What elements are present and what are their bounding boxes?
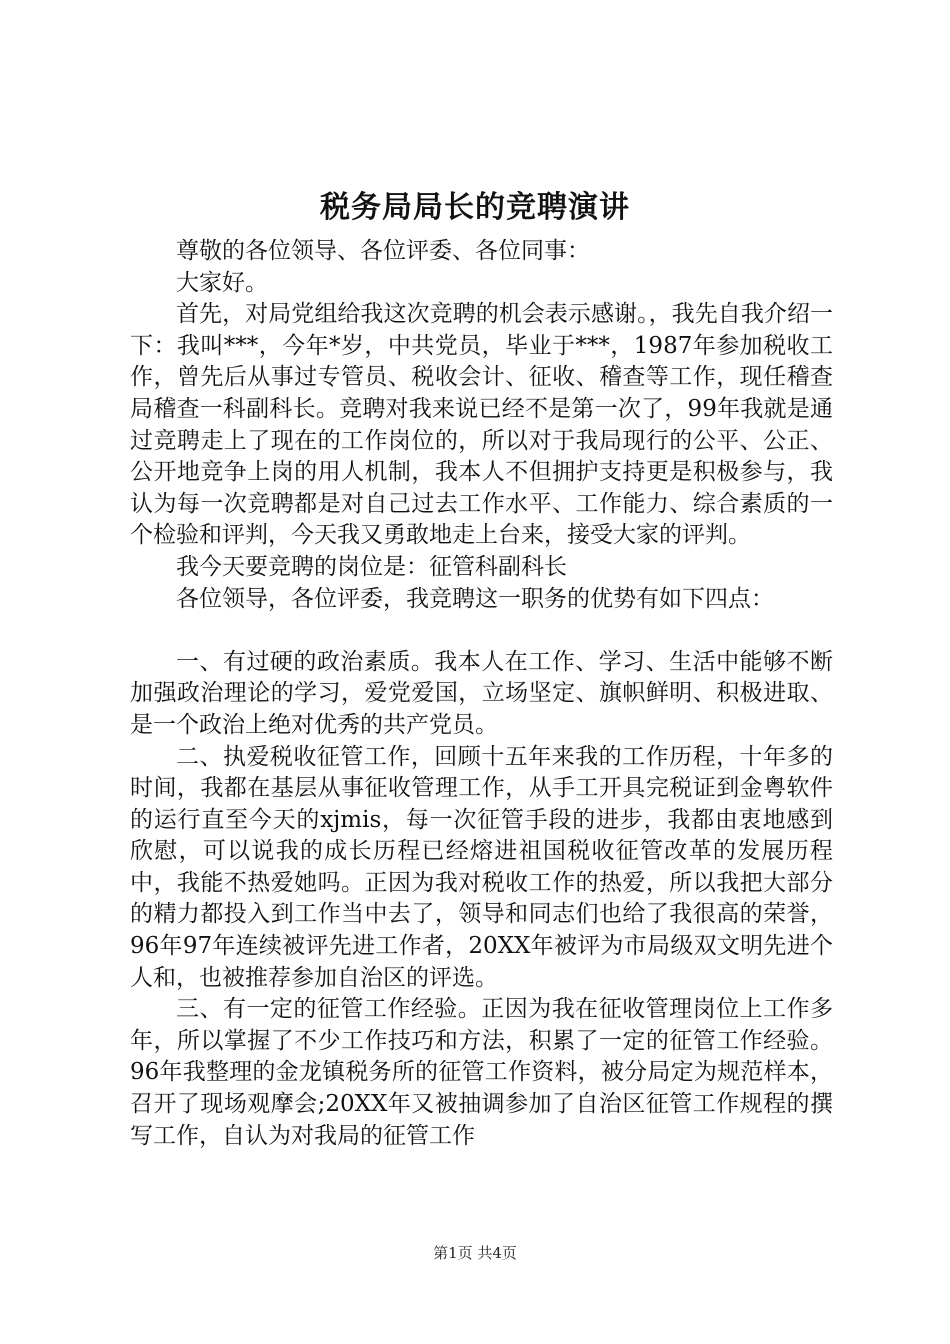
- document-title: 税务局局长的竞聘演讲: [320, 190, 630, 225]
- advantage-three-paragraph: 三、有一定的征管工作经验。正因为我在征收管理岗位上工作多年，所以掌握了不少工作技巧和方法，积累了一定的征管工作经验。96年我整理的金龙镇税务所的征管工作资料，被分局定为规范样本，召开了现场观摩会;20XX年又被抽调参加了自治区征管工作规程的撰写工作，自认为对我局的征管工作: [130, 996, 833, 1149]
- introduction-paragraph: 首先，对局党组给我这次竞聘的机会表示感谢。，我先自我介绍一下：我叫***，今年*岁，中共党员，毕业于***，1987年参加税收工作，曾先后从事过专管员、税收会计、征收、稽查等工作，现任稽查局稽查一科副科长。竞聘对我来说已经不是第一次了，99年我就是通过竞聘走上了现在的工作岗位的，所以对于我局现行的公平、公正、公开地竞争上岗的用人机制，我本人不但拥护支持更是积极参与，我认为每一次竞聘都是对自己过去工作水平、工作能力、综合素质的一个检验和评判，今天我又勇敢地走上台来，接受大家的评判。: [130, 301, 833, 549]
- advantage-one-paragraph: 一、有过硬的政治素质。我本人在工作、学习、生活中能够不断加强政治理论的学习，爱党爱国，立场坚定、旗帜鲜明、积极进取、是一个政治上绝对优秀的共产党员。: [130, 648, 833, 738]
- page-footer: 第1页 共4页: [433, 1244, 517, 1262]
- greeting-paragraph: 大家好。: [176, 269, 268, 296]
- advantage-two-paragraph: 二、执爱税收征管工作，回顾十五年来我的工作历程，十年多的时间，我都在基层从事征收管理工作，从手工开具完税证到金粤软件的运行直至今天的xjmis，每一次征管手段的进步，我都由衷地感到欣慰，可以说我的成长历程已经熔进祖国税收征管改革的发展历程中，我能不热爱她吗。正因为我对税收工作的热爱，所以我把大部分的精力都投入到工作当中去了，领导和同志们也给了我很高的荣誉，96年97年连续被评先进工作者，20XX年被评为市局级双文明先进个人和，也被推荐参加自治区的评选。: [130, 743, 833, 991]
- blank-line: [130, 615, 833, 647]
- document-body: [130, 236, 833, 1152]
- position-paragraph: 我今天要竞聘的岗位是：征管科副科长: [176, 553, 567, 580]
- salutation-paragraph: 尊敬的各位领导、各位评委、各位同事：: [176, 238, 590, 264]
- advantages-intro-paragraph: 各位领导，各位评委，我竞聘这一职务的优势有如下四点：: [176, 585, 774, 612]
